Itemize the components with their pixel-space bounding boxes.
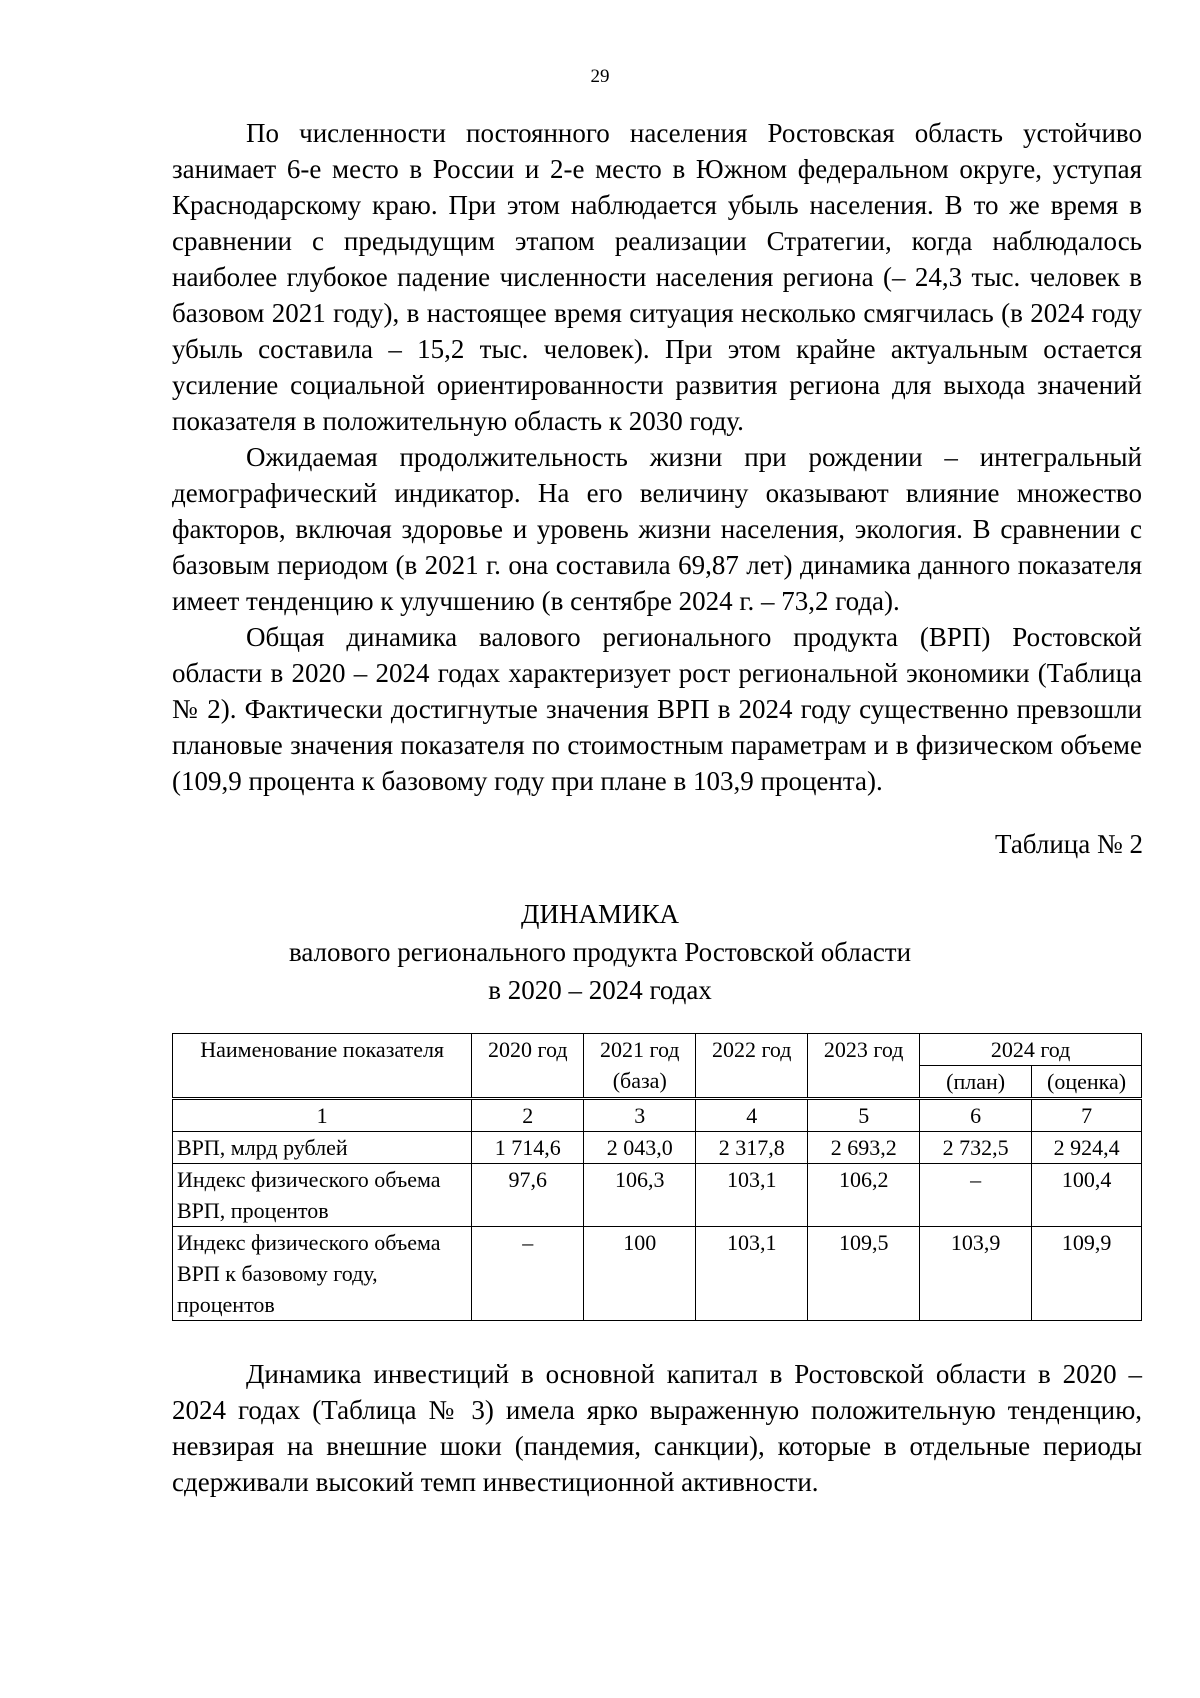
- value-cell: 103,1: [696, 1164, 808, 1227]
- body-text: [172, 115, 1142, 799]
- bottom-text: [172, 1356, 1142, 1500]
- header-cell: (план): [920, 1066, 1032, 1099]
- header-cell: Наименование показателя: [173, 1034, 472, 1099]
- table-title-line: валового регионального продукта Ростовской области: [288, 937, 912, 967]
- header-cell: 2020 год: [472, 1034, 584, 1099]
- value-cell: 100: [584, 1227, 696, 1321]
- header-cell: [584, 1034, 696, 1099]
- table-label: Таблица № 2: [995, 829, 1143, 859]
- column-number-cell: 4: [696, 1099, 808, 1132]
- value-cell: 100,4: [1032, 1164, 1142, 1227]
- table-title-line: ДИНАМИКА: [521, 899, 679, 929]
- paragraph: Динамика инвестиций в основной капитал в Ростовской области в 2020 – 2024 годах (Таблица № 3) имела ярко выраженную положительную тенденцию, невзирая на внешние шоки (пандемия, санкции), которые в отдельные периоды сдерживали высокий темп инвестиционной активности.: [172, 1359, 1142, 1497]
- column-number-cell: 5: [808, 1099, 920, 1132]
- value-cell: 1 714,6: [472, 1132, 584, 1164]
- paragraph: Общая динамика валового регионального продукта (ВРП) Ростовской области в 2020 – 2024 годах характеризует рост региональной экономики (Таблица № 2). Фактически достигнутые значения ВРП в 2024 году существенно превзошли плановые значения показателя по стоимостным параметрам и в физическом объеме (109,9 процента к базовому году при плане в 103,9 процента).: [172, 622, 1142, 796]
- table-header-row: [173, 1034, 1142, 1066]
- column-number-cell: 1: [173, 1099, 472, 1132]
- header-cell-text: 2021 год: [599, 1037, 680, 1062]
- value-cell: 2 317,8: [696, 1132, 808, 1164]
- header-cell: 2022 год: [696, 1034, 808, 1099]
- table-row: [173, 1164, 1142, 1227]
- header-cell: 2023 год: [808, 1034, 920, 1099]
- column-number-cell: 7: [1032, 1099, 1142, 1132]
- header-cell: 2024 год: [920, 1034, 1142, 1066]
- value-cell: 109,5: [808, 1227, 920, 1321]
- value-cell: 2 693,2: [808, 1132, 920, 1164]
- table-title-line: в 2020 – 2024 годах: [488, 975, 712, 1005]
- table-row: [173, 1132, 1142, 1164]
- value-cell: 106,3: [584, 1164, 696, 1227]
- column-number-cell: 6: [920, 1099, 1032, 1132]
- paragraph: По численности постоянного населения Ростовская область устойчиво занимает 6-е место в России и 2-е место в Южном федеральном округе, уступая Краснодарскому краю. При этом наблюдается убыль населения. В то же время в сравнении с предыдущим этапом реализации Стратегии, когда наблюдалось наиболее глубокое падение численности населения региона (– 24,3 тыс. человек в базовом 2021 году), в настоящее время ситуация несколько смягчилась (в 2024 году убыль составила – 15,2 тыс. человек). При этом крайне актуальным остается усиление социальной ориентированности развития региона для выхода значений показателя в положительную область к 2030 году.: [172, 118, 1142, 436]
- page-number: 29: [590, 66, 610, 87]
- value-cell: 2 043,0: [584, 1132, 696, 1164]
- column-number-row: [173, 1099, 1142, 1132]
- value-cell: 103,1: [696, 1227, 808, 1321]
- column-number-cell: 3: [584, 1099, 696, 1132]
- table-row: [173, 1227, 1142, 1321]
- column-number-cell: 2: [472, 1099, 584, 1132]
- header-cell-note: (база): [612, 1068, 667, 1093]
- value-cell: 2 924,4: [1032, 1132, 1142, 1164]
- value-cell: –: [920, 1164, 1032, 1227]
- table-title: [0, 895, 1200, 1009]
- value-cell: 2 732,5: [920, 1132, 1032, 1164]
- row-name-cell: Индекс физического объема ВРП к базовому году, процентов: [173, 1227, 472, 1321]
- row-name-cell: Индекс физического объема ВРП, процентов: [173, 1164, 472, 1227]
- row-name-cell: ВРП, млрд рублей: [173, 1132, 472, 1164]
- value-cell: –: [472, 1227, 584, 1321]
- paragraph: Ожидаемая продолжительность жизни при рождении – интегральный демографический индикатор. На его величину оказывают влияние множество факторов, включая здоровье и уровень жизни населения, экология. В сравнении с базовым периодом (в 2021 г. она составила 69,87 лет) динамика данного показателя имеет тенденцию к улучшению (в сентябре 2024 г. – 73,2 года).: [172, 442, 1142, 616]
- value-cell: 97,6: [472, 1164, 584, 1227]
- header-cell: (оценка): [1032, 1066, 1142, 1099]
- value-cell: 106,2: [808, 1164, 920, 1227]
- grp-table: [172, 1033, 1142, 1321]
- value-cell: 109,9: [1032, 1227, 1142, 1321]
- value-cell: 103,9: [920, 1227, 1032, 1321]
